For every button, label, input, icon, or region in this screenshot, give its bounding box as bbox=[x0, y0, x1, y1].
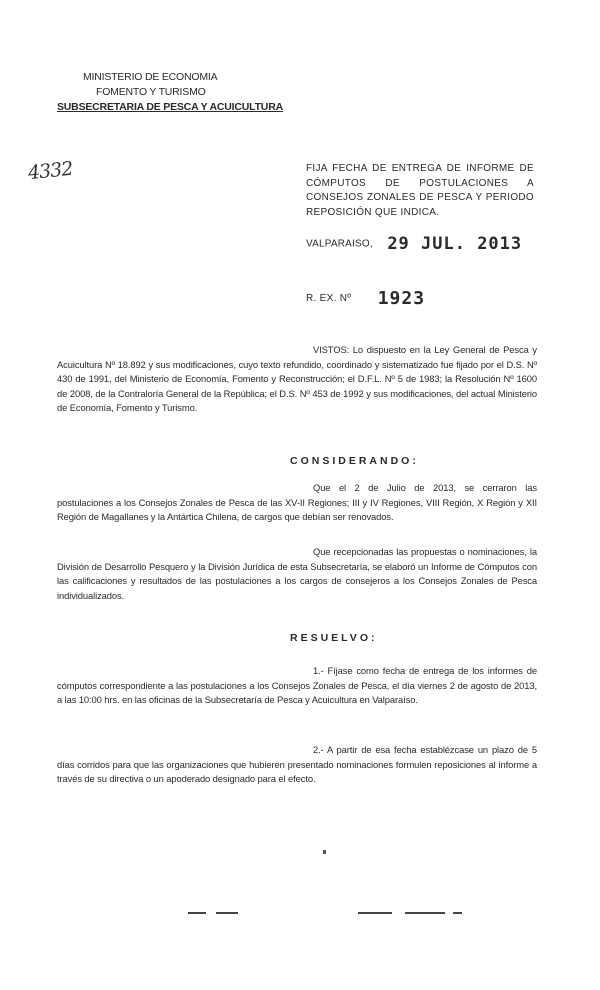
resuelvo-item-1 bbox=[57, 664, 537, 708]
considerando-text-1: Que el 2 de Julio de 2013, se cerraron las postulaciones a los Consejos Zonales de Pesca de las XV-II Regiones; III y IV Regiones, VIII Región, X Región y XII Región de Magallanes y la Antártica Chilena, de cargos que debían ser renovados. bbox=[57, 482, 537, 522]
handwritten-number: 4332 bbox=[26, 157, 74, 185]
footer-dash bbox=[453, 912, 462, 914]
considerando-heading: CONSIDERANDO: bbox=[290, 455, 419, 467]
date-stamp: 29 JUL. 2013 bbox=[387, 234, 523, 254]
scan-mark bbox=[323, 850, 326, 854]
resolution-subject: FIJA FECHA DE ENTREGA DE INFORME DE CÓMPUTOS DE POSTULACIONES A CONSEJOS ZONALES DE PESCA Y PERIODO REPOSICIÓN QUE INDICA. bbox=[306, 163, 534, 218]
resolution-number-line bbox=[306, 288, 425, 309]
resuelvo-heading: RESUELVO: bbox=[290, 632, 378, 644]
ministry-name: MINISTERIO DE ECONOMIA bbox=[83, 71, 218, 83]
ministry-subname: FOMENTO Y TURISMO bbox=[96, 86, 206, 98]
resolution-number: 1923 bbox=[377, 288, 426, 309]
footer-dash bbox=[405, 912, 445, 914]
considerando-item-2 bbox=[57, 545, 537, 603]
resuelvo-text-1: 1.- Fíjase como fecha de entrega de los informes de cómputos correspondiente a las postulaciones a los Consejos Zonales de Pesca, el día viernes 2 de agosto de 2013, a las 10:00 hrs. en las oficinas de la Subsecretaría de Pesca y Acuicultura en Valparaíso. bbox=[57, 665, 537, 705]
resuelvo-text-2: 2.- A partir de esa fecha establézcase un plazo de 5 días corridos para que las organizaciones que hubieren presentado nominaciones formulen reposiciones al informe a través de su directiva o un apoderado designado para el efecto. bbox=[57, 744, 537, 784]
vistos-text: VISTOS: Lo dispuesto en la Ley General de Pesca y Acuicultura Nº 18.892 y sus modificaciones, cuyo texto refundido, coordinado y sistematizado fue fijado por el D.S. Nº 430 de 1991, del Ministerio de Economía, Fomento y Reconstrucción; el D.F.L. Nº 5 de 1983; la Resolución Nº 1600 de 2008, de la Contraloría General de la República; el D.S. Nº 453 de 1992 y sus modificaciones, del actual Ministerio de Economía, Fomento y Turismo. bbox=[57, 344, 537, 413]
footer-dash bbox=[216, 912, 238, 914]
resolution-label: R. EX. Nº bbox=[306, 293, 352, 304]
date-place: VALPARAISO, bbox=[306, 238, 373, 250]
considerando-text-2: Que recepcionadas las propuestas o nominaciones, la División de Desarrollo Pesquero y la División Jurídica de esta Subsecretaría, se elaboró un Informe de Cómputos con las calificaciones y resultados de las postulaciones a los cargos de consejeros a los Consejos Zonales de Pesca individualizados. bbox=[57, 546, 537, 601]
considerando-item-1 bbox=[57, 481, 537, 525]
footer-dash bbox=[358, 912, 392, 914]
resuelvo-item-2 bbox=[57, 743, 537, 787]
footer-dash bbox=[188, 912, 206, 914]
vistos-paragraph bbox=[57, 343, 537, 416]
date-line bbox=[306, 234, 522, 254]
subsecretariat-name: SUBSECRETARIA DE PESCA Y ACUICULTURA bbox=[57, 101, 283, 113]
